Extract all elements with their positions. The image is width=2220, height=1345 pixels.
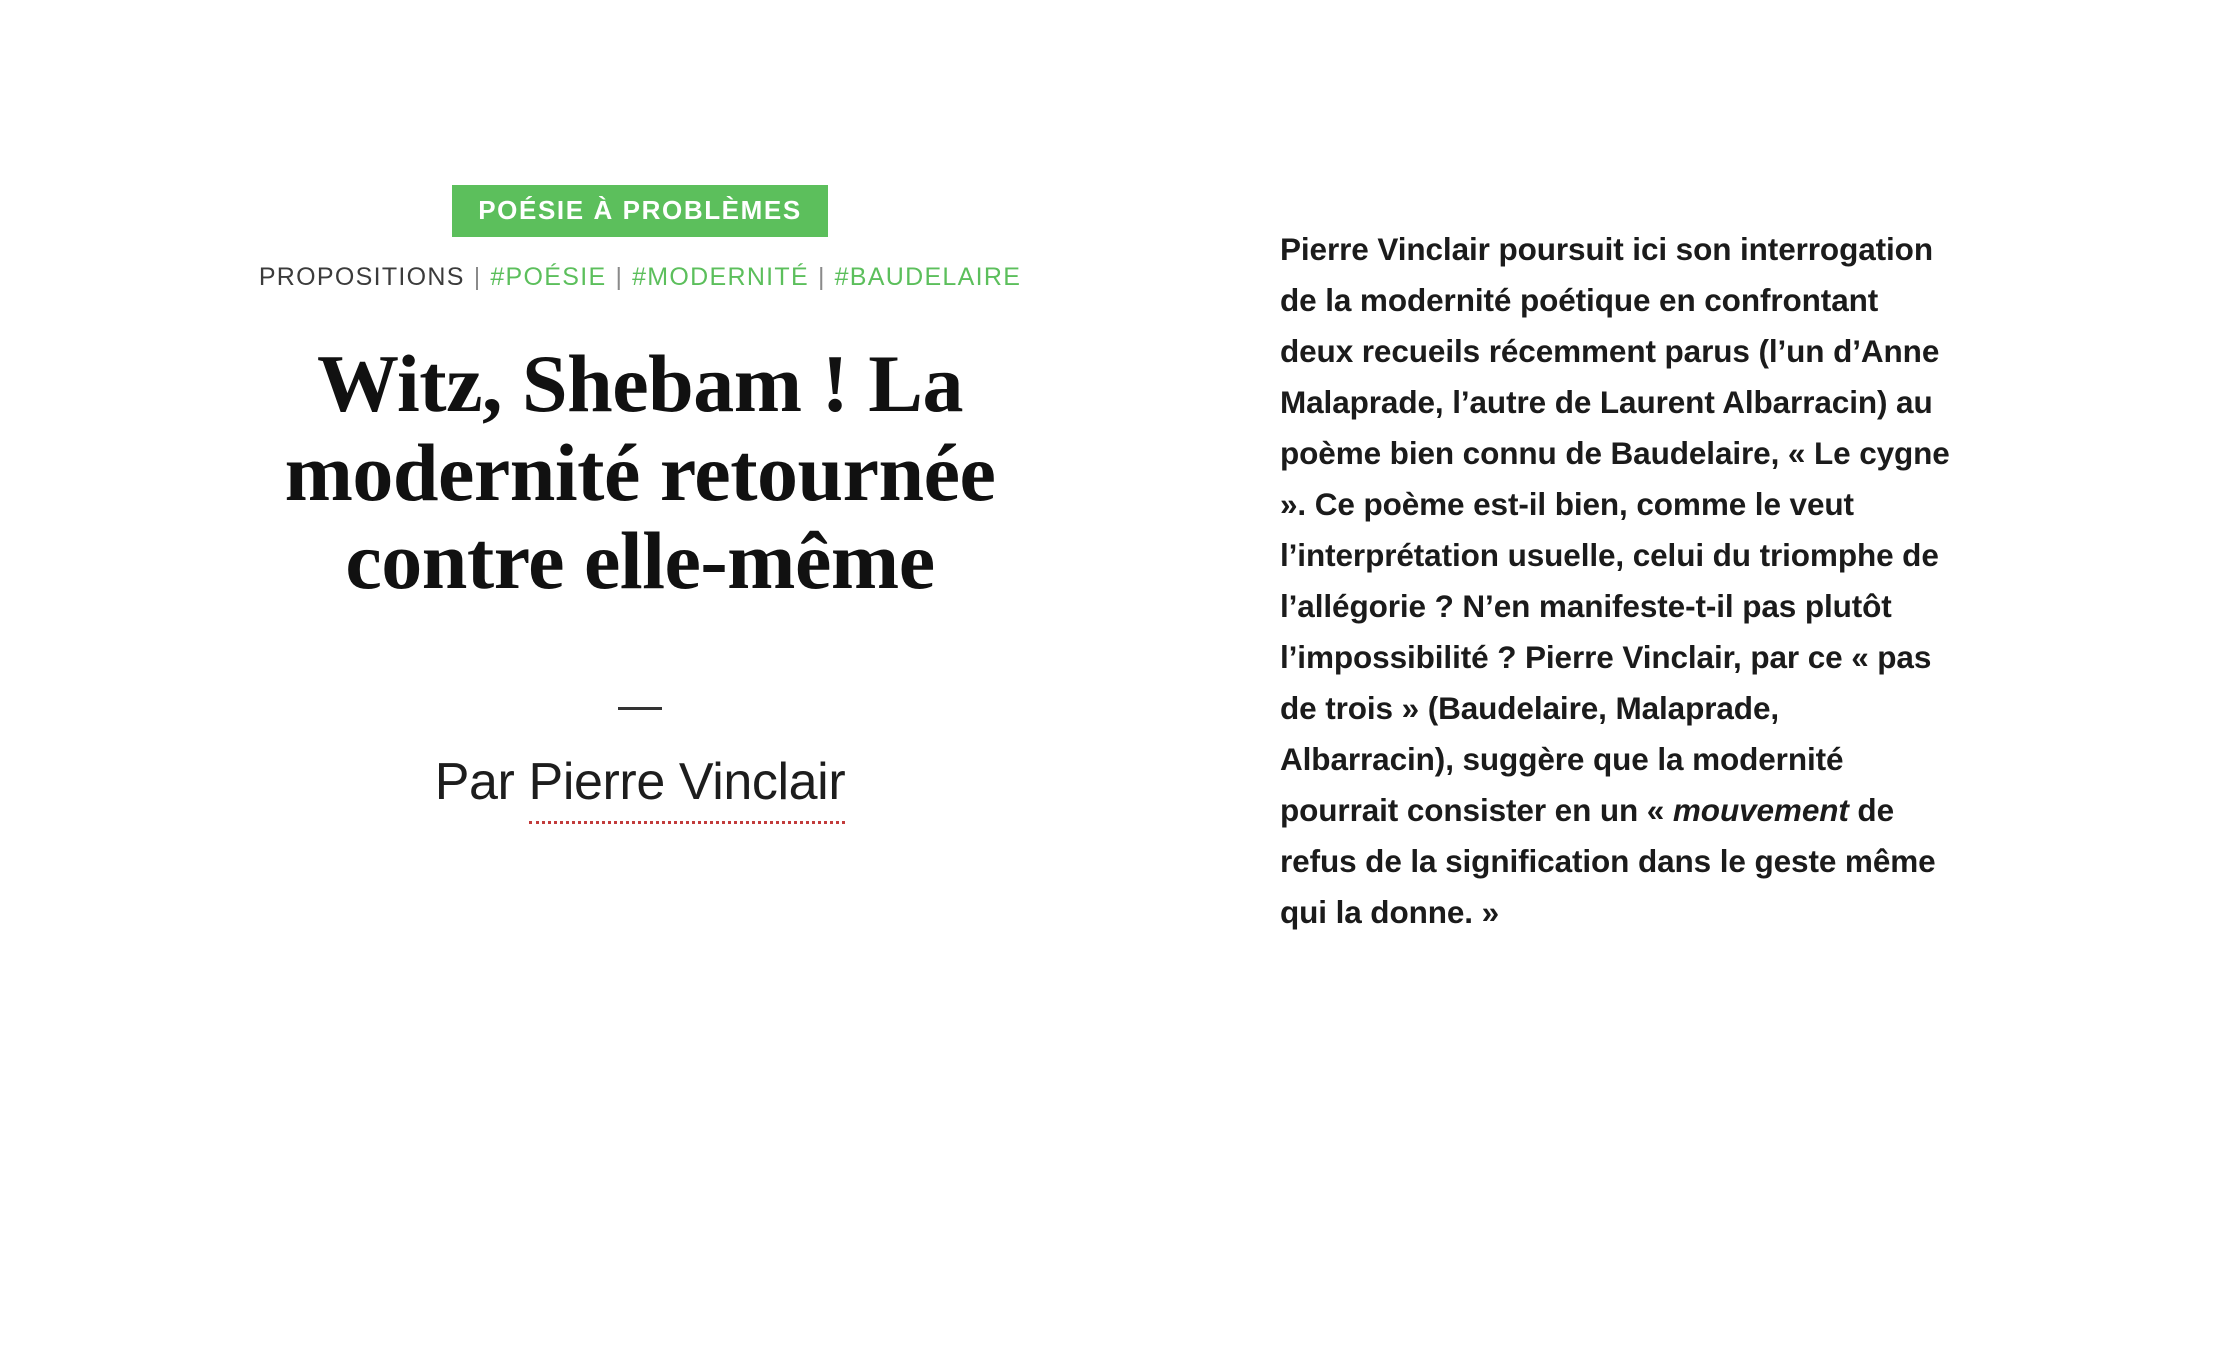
byline-prefix: Par [434,752,529,811]
divider-dash [618,707,662,710]
tag-separator-3: | [817,263,826,291]
standfirst-text [1280,224,1952,938]
author-link[interactable]: Pierre Vinclair [529,753,846,824]
tag-baudelaire[interactable]: #BAUDELAIRE [834,263,1022,291]
standfirst-part-2: de refus de la signification dans le geste même qui la donne. » [1280,791,1936,930]
tag-separator-1: | [473,263,482,291]
tag-poesie[interactable]: #POÉSIE [490,263,607,291]
tag-separator-2: | [615,263,624,291]
rubric-label[interactable]: PROPOSITIONS [258,263,465,291]
standfirst-part-1: Pierre Vinclair poursuit ici son interrogation de la modernité poétique en confrontant deux recueils récemment parus (l’un d’Anne Malaprade, l’autre de Laurent Albarracin) au poème bien connu de Baudelaire, « Le cygne ». Ce poème est-il bien, comme le veut l’interprétation usuelle, celui du triomphe de l’allégorie ? N’en manifeste-t-il pas plutôt l’impossibilité ? Pierre Vinclair, par ce « pas de trois » (Baudelaire, Malaprade, Albarracin), suggère que la modernité pourrait consister en un « [1280,230,1950,828]
page-title: Witz, Shebam ! La modernité retournée contre elle-même [284,338,996,607]
standfirst-emphasis: mouvement [1672,791,1849,828]
article-standfirst-column [1280,0,2220,1345]
tag-row [259,263,1021,292]
tag-modernite[interactable]: #MODERNITÉ [632,263,809,291]
category-badge[interactable]: POÉSIE À PROBLÈMES [452,185,828,237]
byline [435,752,846,812]
